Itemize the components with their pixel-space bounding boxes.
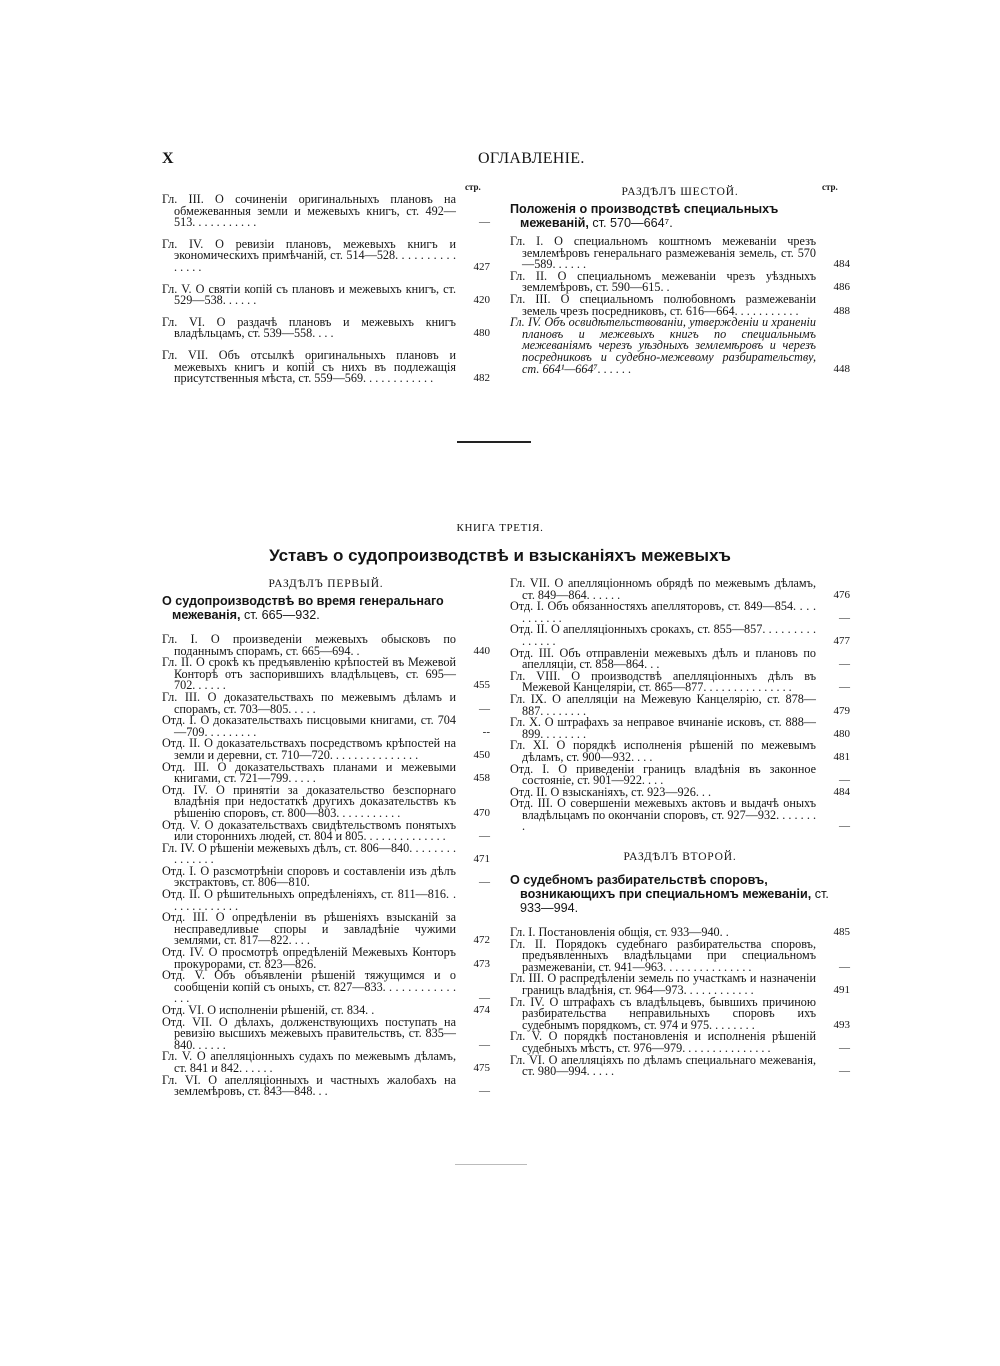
section-label: РАЗДѢЛЪ ШЕСТОЙ. (621, 186, 739, 198)
toc-entry (510, 578, 850, 601)
toc-entry (162, 759, 490, 786)
toc-entry-text: Гл. IV. О штрафахъ съ владѣльцевъ, бывшихъ причиною разбирательства неправильныхъ споровъ ихъ судебнымъ порядкомъ, ст. 974 и 975. . . . . . . . (510, 994, 816, 1032)
toc-entry (162, 1014, 490, 1052)
toc-entry-page: 471 (473, 853, 490, 866)
toc-entry (510, 624, 850, 647)
toc-entry (162, 689, 490, 716)
toc-entry-text: Гл. III. О доказательствахъ по межевымъ дѣламъ и спорамъ, ст. 703—805. . . . . (162, 689, 456, 716)
toc-entry-page: 450 (473, 748, 490, 761)
toc-entry-text: Отд. V. О доказательствахъ свидѣтельствомъ понятыхъ или стороннихъ людей, ст. 804 и 805. . . . . . . . . . . . . . (162, 817, 456, 844)
toc-entry-page: — (839, 774, 850, 787)
toc-entry-text: Гл. VI. О раздачѣ плановъ и межевыхъ книгъ владѣльцамъ, ст. 539—558. . . . (162, 314, 456, 341)
column-rule-end (455, 1164, 527, 1165)
toc-entry-text: Гл. VI. О апелляціонныхъ и частныхъ жалобахъ на землемѣровъ, ст. 843—848. . . (162, 1072, 456, 1099)
toc-entry-text: Гл. V. О святіи копій съ плановъ и межевыхъ книгъ, ст. 529—538. . . . . . (162, 281, 456, 308)
toc-entry (510, 236, 850, 271)
toc-entry-page: — (839, 681, 850, 694)
toc-entry (162, 1072, 490, 1099)
toc-entry-page: 480 (833, 727, 850, 740)
toc-entry-text: Отд. I. Объ обязанностяхъ апелляторовъ, ст. 849—854. . . . . . . . . . . (510, 599, 816, 625)
toc-entry-page: 476 (833, 588, 850, 601)
toc-entry-text: Гл. I. О произведеніи межевыхъ обысковъ по поданнымъ спорамъ, ст. 665—694. . (162, 632, 456, 658)
toc-entry-text: Гл. VIII. О производствѣ апелляціонныхъ дѣлъ въ Межевой Канцеляріи, ст. 865—877. . . . . . . . . . . . . . . (510, 668, 816, 695)
toc-entry-text: Отд. I. О приведеніи границъ владѣнія въ законное состояніе, ст. 901—922. . . . (510, 761, 816, 788)
toc-entry-text: Отд. III. О совершеніи межевыхъ актовъ и выдачѣ оныхъ владѣльцамъ по окончаніи споровъ, ст. 927—932. . . . . . . . (510, 796, 816, 834)
toc-entry-page: 479 (833, 704, 850, 717)
toc-entry (162, 1051, 490, 1074)
toc-entry-text: Гл. I. О специальномъ коштномъ межеваніи чрезъ землемѣровъ генеральнаго размежеванія земель, ст. 570—589. . . . . . (510, 234, 816, 272)
toc-entry (510, 740, 850, 763)
toc-entry-page: — (479, 992, 490, 1005)
toc-entry-text: Гл. IV. Объ освидѣтельствованіи, утвержденіи и храненіи плановъ и межевыхъ книгъ по специальнымъ межеваніямъ черезъ уѣздныхъ землемѣровъ и черезъ посредниковъ и судебно-межевому разбирательству, ст. 664¹—664⁷. . . . . . (510, 315, 816, 376)
toc-entry (510, 798, 850, 833)
page-number: X (162, 150, 174, 167)
toc-entry-page: 482 (473, 372, 490, 385)
toc-entry-text: Гл. I. Постановленія общія, ст. 933—940. . (510, 925, 729, 940)
toc-entry-text: Отд. III. О опредѣленіи въ рѣшеніяхъ взысканій за несправедливые споры и завладѣніе чужими землями, ст. 817—822. . . . (162, 910, 456, 948)
toc-entry (162, 236, 490, 274)
toc-entry (162, 912, 490, 947)
toc-entry-text: Гл. III. О специальномъ полюбовномъ размежеваніи земель чрезъ посредниковъ, ст. 616—664. . . . . . . . . . . (510, 291, 816, 318)
toc-entry (162, 314, 490, 341)
toc-entry-text: Гл. III. О распредѣленіи земель по участкамъ и назначеніи границъ владѣнія, ст. 964—973. . . . . . . . . . . . (510, 971, 816, 998)
toc-entry (510, 973, 850, 996)
toc-top-right (510, 186, 850, 375)
toc-entry-text: Гл. VII. О апелляціонномъ обрядѣ по межевымъ дѣламъ, ст. 849—864. . . . . . (510, 576, 816, 602)
toc-entry-text: Гл. IX. О апелляціи на Межевую Канцелярію, ст. 878—887. . . . . . . . (510, 691, 816, 718)
toc-entry-page: 440 (473, 644, 490, 657)
toc-entry-page: 473 (473, 957, 490, 970)
page-title: ОГЛАВЛЕНІЕ. (478, 150, 585, 167)
toc-entry-page: 477 (833, 634, 850, 647)
toc-entry-page: — (479, 216, 490, 229)
toc-entry-text: Гл. II. О специальномъ межеваніи чрезъ уѣздныхъ землемѣровъ, ст. 590—615. . (510, 268, 816, 295)
book-label: КНИГА ТРЕТІЯ. (456, 522, 544, 534)
toc-entry-text: Гл. IV. О ревизіи плановъ, межевыхъ книгъ и экономическихъ примѣчаній, ст. 514—528. . . . . . . . . . . . . . . (162, 236, 456, 274)
toc-entry-text: Гл. V. О апелляціонныхъ судахъ по межевымъ дѣламъ, ст. 841 и 842. . . . . . (162, 1049, 456, 1075)
toc-entry-page: 486 (833, 281, 850, 294)
toc-entry-page: — (839, 1042, 850, 1054)
toc-entry-page: — (839, 611, 850, 624)
toc-entry-text: Отд. VI. О исполненіи рѣшеній, ст. 834. . (162, 1003, 375, 1017)
toc-entry-text: Гл. VI. О апелляціяхъ по дѣламъ специальнаго межеванія, ст. 980—994. . . . . (510, 1052, 816, 1079)
toc-entry-text: Гл. V. О порядкѣ постановленія и исполненія рѣшеній судебныхъ мѣстъ, ст. 976—979. . . . . . . . . . . . . . . (510, 1029, 816, 1055)
toc-entry-text: Отд. II. О доказательствахъ посредствомъ крѣпостей на земли и деревни, ст. 710—720. . . . . . . . . . . . . . . (162, 736, 456, 762)
toc-entry-page: — (839, 1065, 850, 1078)
toc-entry-page: 488 (833, 304, 850, 317)
toc-entry-text: Отд. I. О разсмотрѣніи споровъ и составленіи изъ дѣлъ экстрактовъ, ст. 806—810. (162, 863, 456, 890)
toc-entry (162, 889, 490, 912)
toc-entry-text: Отд. II. О взысканіяхъ, ст. 923—926. . . (510, 784, 712, 799)
toc-entry (162, 634, 490, 657)
toc-entry-text: Отд. I. О доказательствахъ писцовыми книгами, ст. 704—709. . . . . . . . . (162, 713, 456, 739)
toc-top-left (162, 194, 490, 395)
toc-entry-page: 485 (833, 926, 850, 939)
section-label: РАЗДѢЛЪ ПЕРВЫЙ. (268, 578, 384, 590)
section-title: О судопроизводствѣ во время генеральнаго межеванія, ст. 665—932. (162, 594, 444, 622)
toc-entry-page: 474 (473, 1004, 490, 1016)
toc-entry-page: — (839, 820, 850, 833)
toc-entry-page: — (479, 702, 490, 715)
toc-entry-page: 484 (833, 258, 850, 271)
toc-entry-text: Гл. III. О сочиненіи оригинальныхъ плановъ на обмежеванныя земли и межевыхъ книгъ, ст. 492—513. . . . . . . . . . . (162, 192, 456, 230)
toc-entry (510, 1031, 850, 1054)
toc-entry (162, 782, 490, 820)
toc-entry-text: Гл. XI. О порядкѣ исполненія рѣшеній по межевымъ дѣламъ, ст. 900—932. . . . (510, 738, 816, 764)
toc-entry-text: Гл. X. О штрафахъ за неправое вчинаніе исковъ, ст. 888—899. . . . . . . . (510, 715, 816, 741)
toc-entry-page: -- (482, 725, 490, 738)
toc-entry (510, 717, 850, 740)
toc-bottom-left (162, 578, 490, 1098)
toc-entry-page: 472 (473, 934, 490, 947)
toc-entry-page: — (479, 1038, 490, 1051)
toc-entry-page: — (839, 960, 850, 973)
section-label: РАЗДѢЛЪ ВТОРОЙ. (623, 851, 737, 864)
toc-entry-text: Отд. II. О рѣшительныхъ опредѣленіяхъ, ст. 811—816. . . . . . . . . . . . . (162, 887, 456, 913)
book-title: Уставъ о судопроизводствѣ и взысканіяхъ межевыхъ (269, 546, 731, 565)
toc-entry (162, 947, 490, 970)
toc-entry (510, 645, 850, 672)
toc-entry (510, 994, 850, 1032)
toc-entry-text: Гл. II. Порядокъ судебнаго разбирательства споровъ, предъявленныхъ владѣльцами при специальномъ размежеваніи, ст. 941—963. . . . . . . . . . . . . . . (510, 936, 816, 974)
toc-entry-page: 427 (473, 260, 490, 273)
toc-entry (510, 601, 850, 624)
toc-bottom-right (510, 578, 850, 1078)
toc-entry-text: Отд. IV. О просмотрѣ опредѣленій Межевыхъ Конторъ прокурорами, ст. 823—826. (162, 945, 456, 971)
toc-entry (162, 738, 490, 761)
toc-entry-page: 458 (473, 772, 490, 785)
toc-entry (510, 691, 850, 718)
toc-entry-text: Отд. III. Объ отправленіи межевыхъ дѣлъ и плановъ по апелляціи, ст. 858—864. . . (510, 645, 816, 672)
toc-entry (510, 291, 850, 318)
toc-entry (510, 1052, 850, 1079)
toc-entry (162, 347, 490, 386)
toc-entry (162, 281, 490, 308)
page-col-label-right: стр. (822, 182, 838, 192)
toc-entry (162, 840, 490, 867)
toc-entry-text: Гл. IV. О рѣшеніи межевыхъ дѣлъ, ст. 806—840. . . . . . . . . . . . . . . (162, 840, 456, 867)
toc-entry-page: 491 (833, 984, 850, 997)
toc-entry-page: 481 (833, 750, 850, 763)
toc-entry-text: Отд. II. О апелляціонныхъ срокахъ, ст. 855—857. . . . . . . . . . . . . . . (510, 622, 816, 648)
section-title: Положенія о производствѣ специальныхъ межеваній, ст. 570—664⁷. (510, 202, 779, 230)
toc-entry (162, 863, 490, 890)
toc-entry-page: 420 (473, 294, 490, 307)
toc-entry-page: 448 (833, 362, 850, 375)
toc-entry (162, 715, 490, 738)
toc-entry-text: Отд. VII. О дѣлахъ, долженствующихъ поступать на ревизію высшихъ межевыхъ правительствъ, ст. 835—840. . . . . . (162, 1014, 456, 1052)
section-title: О судебномъ разбирательствѣ споровъ, возникающихъ при специальномъ межеваніи, ст. 933—994. (510, 873, 829, 916)
toc-entry-text: Отд. IV. О принятіи за доказательство безспорнаго владѣнія при недостаткѣ другихъ доказательствъ къ рѣшенію споровъ, ст. 800—803. . . . . . . . . . . (162, 782, 456, 820)
toc-entry (162, 657, 490, 692)
toc-entry-page: — (839, 658, 850, 671)
divider (457, 441, 531, 443)
toc-entry (510, 317, 850, 375)
toc-entry (162, 817, 490, 844)
toc-entry (162, 194, 490, 229)
toc-entry-page: 493 (833, 1018, 850, 1031)
toc-entry-page: — (479, 1085, 490, 1098)
page-col-label: стр. (465, 182, 481, 192)
toc-entry-page: — (479, 830, 490, 843)
toc-entry-text: Отд. III. О доказательствахъ планами и межевыми книгами, ст. 721—799. . . . . (162, 759, 456, 786)
toc-entry-page: 480 (473, 327, 490, 340)
toc-entry (162, 970, 490, 1005)
toc-entry-page: 484 (833, 785, 850, 798)
toc-entry-page: 455 (473, 679, 490, 692)
toc-entry-text: Отд. V. Объ объявленіи рѣшеній тяжущимся и о сообщеніи копій съ оныхъ, ст. 827—833. . . . . . . . . . . . . . . (162, 968, 456, 1006)
toc-entry (510, 668, 850, 695)
toc-entry (510, 761, 850, 788)
toc-entry-page: — (479, 876, 490, 889)
toc-entry-page: 470 (473, 806, 490, 819)
toc-entry (510, 936, 850, 974)
toc-entry-text: Гл. VII. Объ отсылкѣ оригинальныхъ плановъ и межевыхъ книгъ и копій съ нихъ въ подлежащія присутственныя мѣста, ст. 559—569. . . . . . . . . . . . (162, 347, 456, 386)
toc-entry (510, 268, 850, 295)
toc-entry-text: Гл. II. О срокѣ къ предъявленію крѣпостей въ Межевой Конторѣ отъ заспорившихъ владѣльцевъ, ст. 695—702. . . . . . (162, 655, 456, 693)
toc-entry-page: 475 (473, 1061, 490, 1074)
